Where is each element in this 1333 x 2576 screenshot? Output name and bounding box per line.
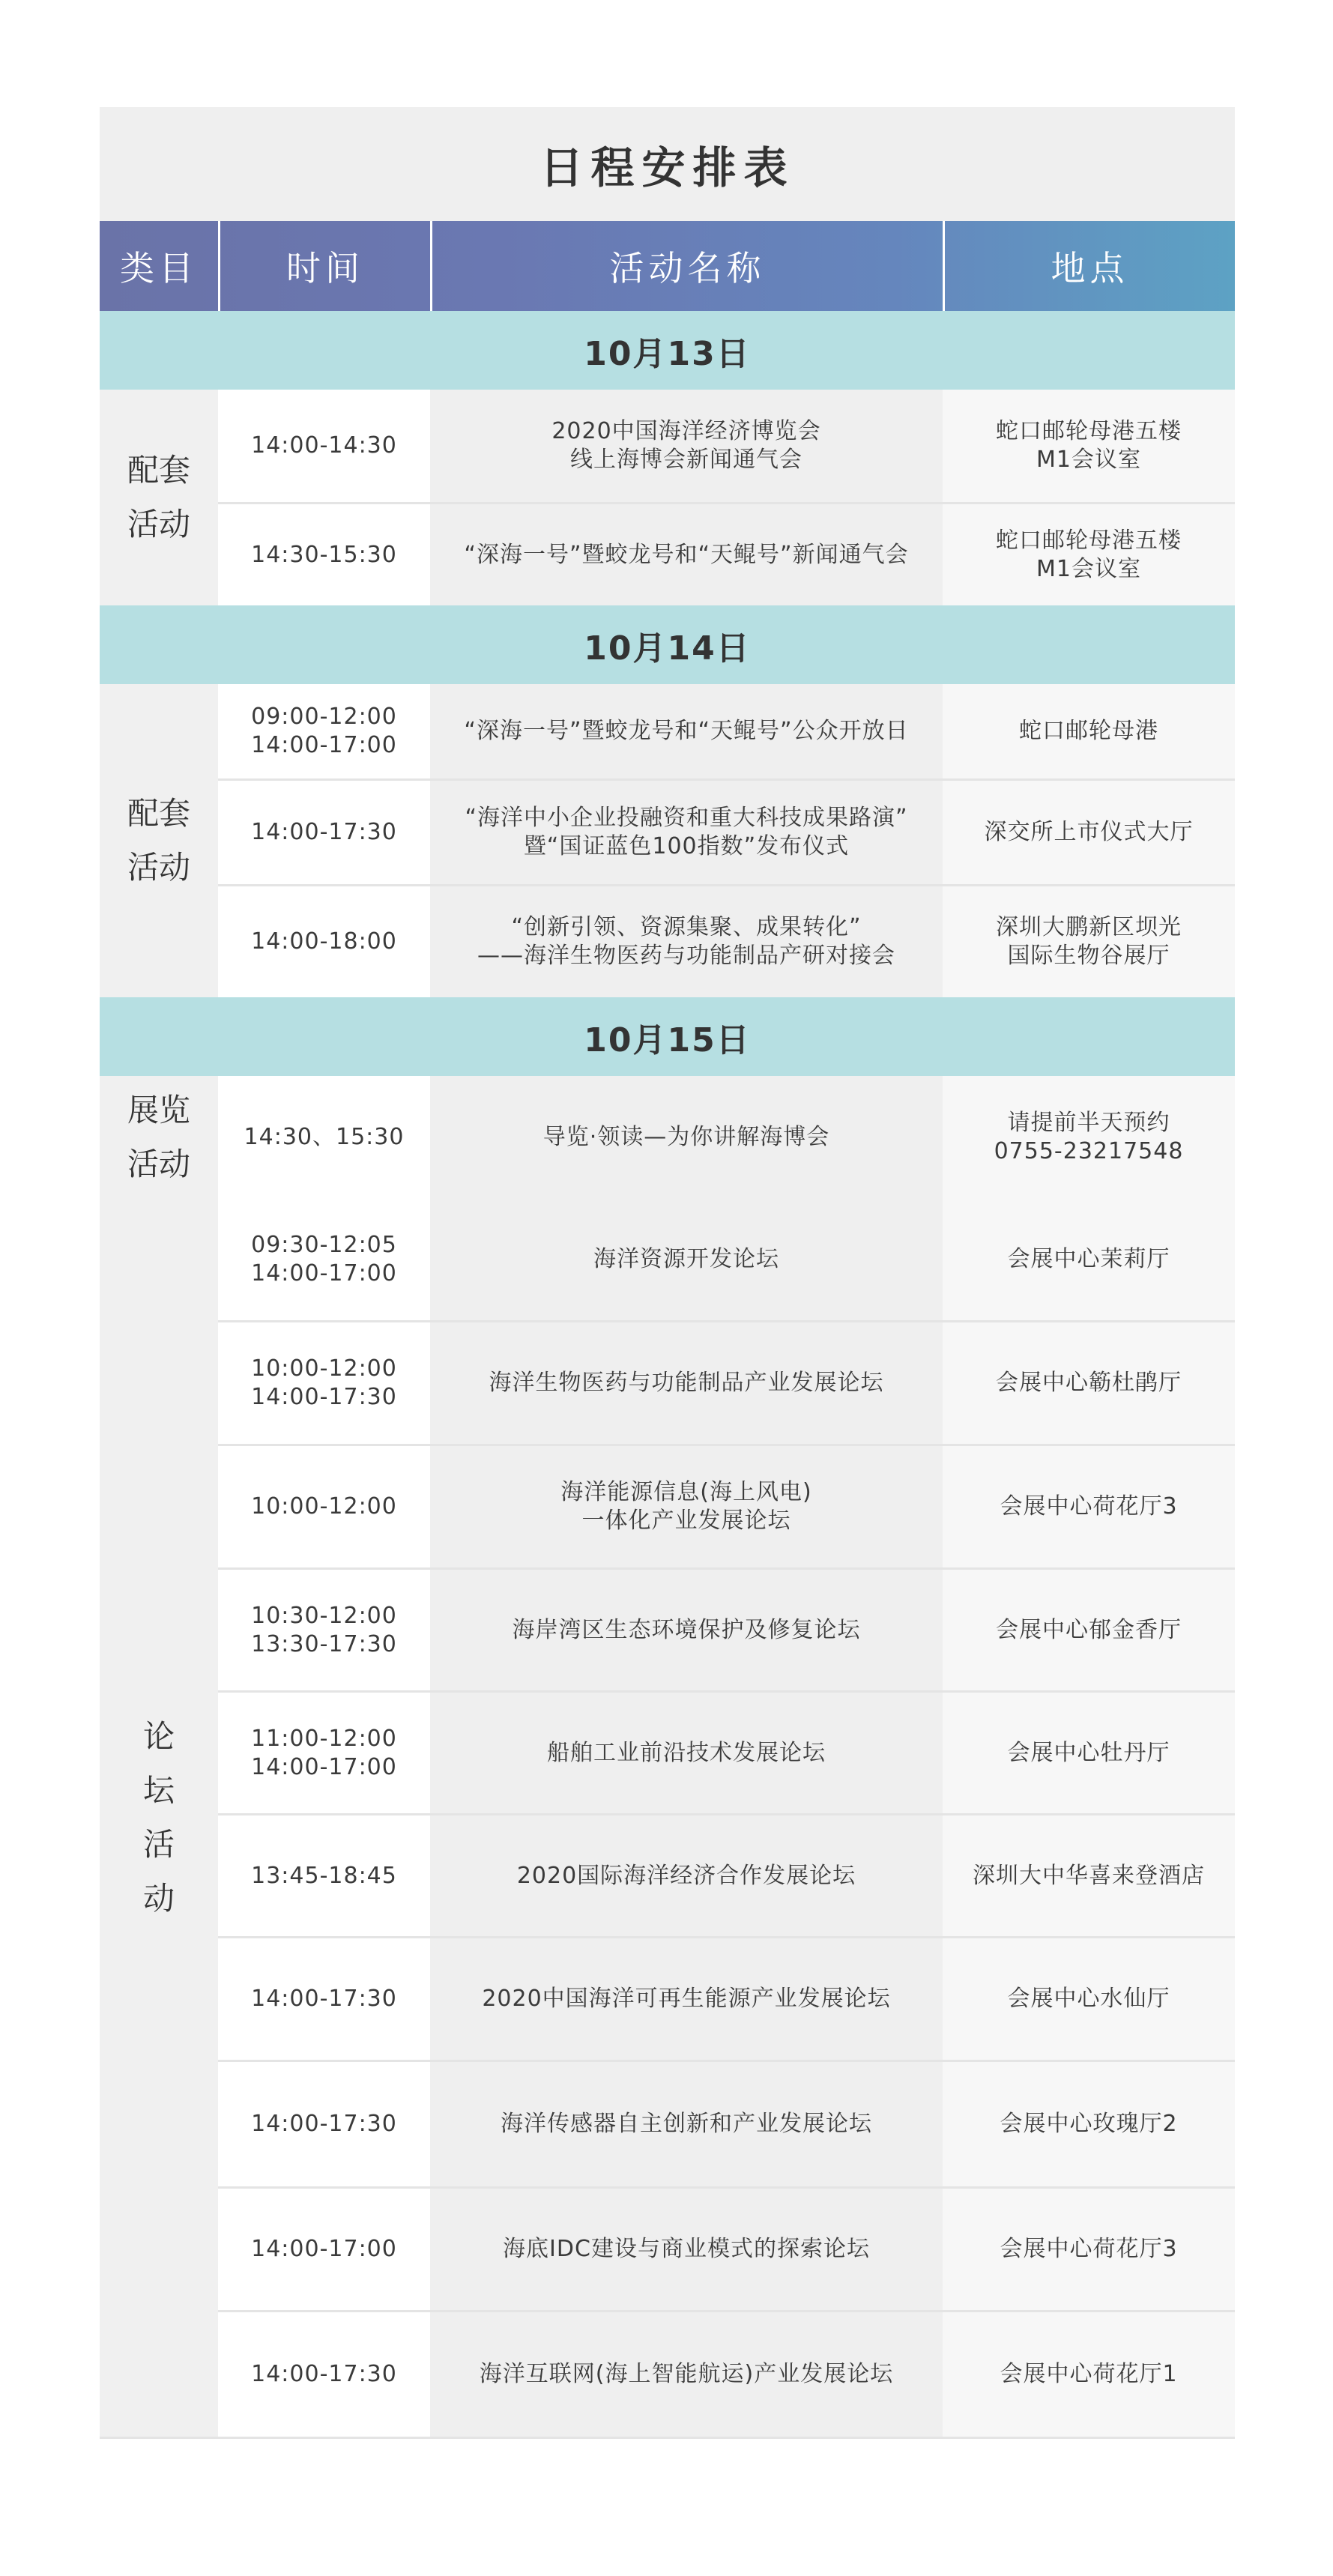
activity-name-cell: 海洋生物医药与功能制品产业发展论坛 xyxy=(430,1322,943,1444)
activity-name-cell: “海洋中小企业投融资和重大科技成果路演” 暨“国证蓝色100指数”发布仪式 xyxy=(430,781,943,884)
location-cell: 请提前半天预约 0755-23217548 xyxy=(943,1076,1235,1199)
category-group xyxy=(100,684,1235,997)
date-band: 10月15日 xyxy=(100,997,1235,1076)
time-cell: 11:00-12:00 14:00-17:00 xyxy=(218,1693,430,1813)
location-cell: 会展中心荷花厅1 xyxy=(943,2312,1235,2437)
activity-name-cell: 海洋互联网(海上智能航运)产业发展论坛 xyxy=(430,2312,943,2437)
time-cell: 14:00-18:00 xyxy=(218,886,430,997)
schedule-days xyxy=(100,311,1235,2437)
activity-name-cell: 导览·领读—为你讲解海博会 xyxy=(430,1076,943,1199)
table-row xyxy=(218,1693,1235,1815)
location-cell: 蛇口邮轮母港五楼 M1会议室 xyxy=(943,504,1235,605)
category-group xyxy=(100,1199,1235,2437)
table-row xyxy=(218,1322,1235,1446)
category-group xyxy=(100,1076,1235,1199)
time-cell: 14:00-17:30 xyxy=(218,1938,430,2060)
location-cell: 会展中心水仙厅 xyxy=(943,1938,1235,2060)
time-cell: 13:45-18:45 xyxy=(218,1815,430,1936)
location-cell: 会展中心荷花厅3 xyxy=(943,1446,1235,1567)
time-cell: 14:00-17:00 xyxy=(218,2189,430,2310)
table-row xyxy=(218,1570,1235,1693)
table-row xyxy=(218,2312,1235,2437)
table-row xyxy=(218,886,1235,997)
page-title: 日程安排表 xyxy=(100,107,1235,221)
header-activity: 活动名称 xyxy=(430,221,943,311)
header-category: 类目 xyxy=(120,248,198,288)
table-row xyxy=(218,2189,1235,2312)
activity-name-cell: 船舶工业前沿技术发展论坛 xyxy=(430,1693,943,1813)
table-header xyxy=(100,221,1235,311)
header-time: 时间 xyxy=(218,221,430,311)
time-cell: 14:30、15:30 xyxy=(218,1076,430,1199)
time-cell: 10:00-12:00 14:00-17:30 xyxy=(218,1322,430,1444)
location-cell: 会展中心茉莉厅 xyxy=(943,1199,1235,1320)
activity-name-cell: “创新引领、资源集聚、成果转化” ——海洋生物医药与功能制品产研对接会 xyxy=(430,886,943,997)
table-bottom-divider xyxy=(100,2437,1235,2439)
location-cell: 会展中心郁金香厅 xyxy=(943,1570,1235,1690)
location-cell: 会展中心荷花厅3 xyxy=(943,2189,1235,2310)
category-cell xyxy=(100,1076,218,1199)
location-cell: 深圳大鹏新区坝光 国际生物谷展厅 xyxy=(943,886,1235,997)
activity-name-cell: “深海一号”暨蛟龙号和“天鲲号”公众开放日 xyxy=(430,684,943,778)
time-cell: 14:00-17:30 xyxy=(218,781,430,884)
table-row xyxy=(218,1076,1235,1199)
activity-name-cell: 海洋能源信息(海上风电) 一体化产业发展论坛 xyxy=(430,1446,943,1567)
group-rows xyxy=(218,1199,1235,2437)
date-band: 10月13日 xyxy=(100,311,1235,390)
time-cell: 14:00-14:30 xyxy=(218,390,430,502)
date-band: 10月14日 xyxy=(100,605,1235,684)
activity-name-cell: “深海一号”暨蛟龙号和“天鲲号”新闻通气会 xyxy=(430,504,943,605)
activity-name-cell: 2020中国海洋经济博览会 线上海博会新闻通气会 xyxy=(430,390,943,502)
time-cell: 14:00-17:30 xyxy=(218,2062,430,2186)
table-row xyxy=(218,1446,1235,1570)
activity-name-cell: 海洋资源开发论坛 xyxy=(430,1199,943,1320)
group-rows xyxy=(218,390,1235,605)
category-cell xyxy=(100,684,218,997)
header-location: 地点 xyxy=(943,221,1235,311)
category-label: 配套 活动 xyxy=(127,452,190,542)
location-cell: 深圳大中华喜来登酒店 xyxy=(943,1815,1235,1936)
location-cell: 会展中心玫瑰厅2 xyxy=(943,2062,1235,2186)
time-cell: 14:00-17:30 xyxy=(218,2312,430,2437)
category-label: 配套 活动 xyxy=(127,795,190,886)
group-rows xyxy=(218,1076,1235,1199)
table-row xyxy=(218,781,1235,886)
category-cell xyxy=(100,1199,218,2437)
time-cell: 14:30-15:30 xyxy=(218,504,430,605)
time-cell: 09:00-12:00 14:00-17:00 xyxy=(218,684,430,778)
table-row xyxy=(218,504,1235,605)
schedule-table xyxy=(100,107,1235,2439)
activity-name-cell: 海底IDC建设与商业模式的探索论坛 xyxy=(430,2189,943,2310)
table-row xyxy=(218,2062,1235,2189)
category-label: 论 坛 活 动 xyxy=(142,1718,175,1917)
activity-name-cell: 2020中国海洋可再生能源产业发展论坛 xyxy=(430,1938,943,2060)
location-cell: 蛇口邮轮母港五楼 M1会议室 xyxy=(943,390,1235,502)
table-row xyxy=(218,390,1235,504)
location-cell: 深交所上市仪式大厅 xyxy=(943,781,1235,884)
table-row xyxy=(218,1938,1235,2062)
category-cell xyxy=(100,390,218,605)
time-cell: 10:00-12:00 xyxy=(218,1446,430,1567)
location-cell: 会展中心牡丹厅 xyxy=(943,1693,1235,1813)
activity-name-cell: 2020国际海洋经济合作发展论坛 xyxy=(430,1815,943,1936)
table-row xyxy=(218,1199,1235,1322)
category-label: 展览 活动 xyxy=(127,1092,190,1182)
group-rows xyxy=(218,684,1235,997)
time-cell: 09:30-12:05 14:00-17:00 xyxy=(218,1199,430,1320)
table-row xyxy=(218,1815,1235,1938)
table-row xyxy=(218,684,1235,781)
activity-name-cell: 海洋传感器自主创新和产业发展论坛 xyxy=(430,2062,943,2186)
location-cell: 会展中心簕杜鹃厅 xyxy=(943,1322,1235,1444)
activity-name-cell: 海岸湾区生态环境保护及修复论坛 xyxy=(430,1570,943,1690)
time-cell: 10:30-12:00 13:30-17:30 xyxy=(218,1570,430,1690)
category-group xyxy=(100,390,1235,605)
location-cell: 蛇口邮轮母港 xyxy=(943,684,1235,778)
